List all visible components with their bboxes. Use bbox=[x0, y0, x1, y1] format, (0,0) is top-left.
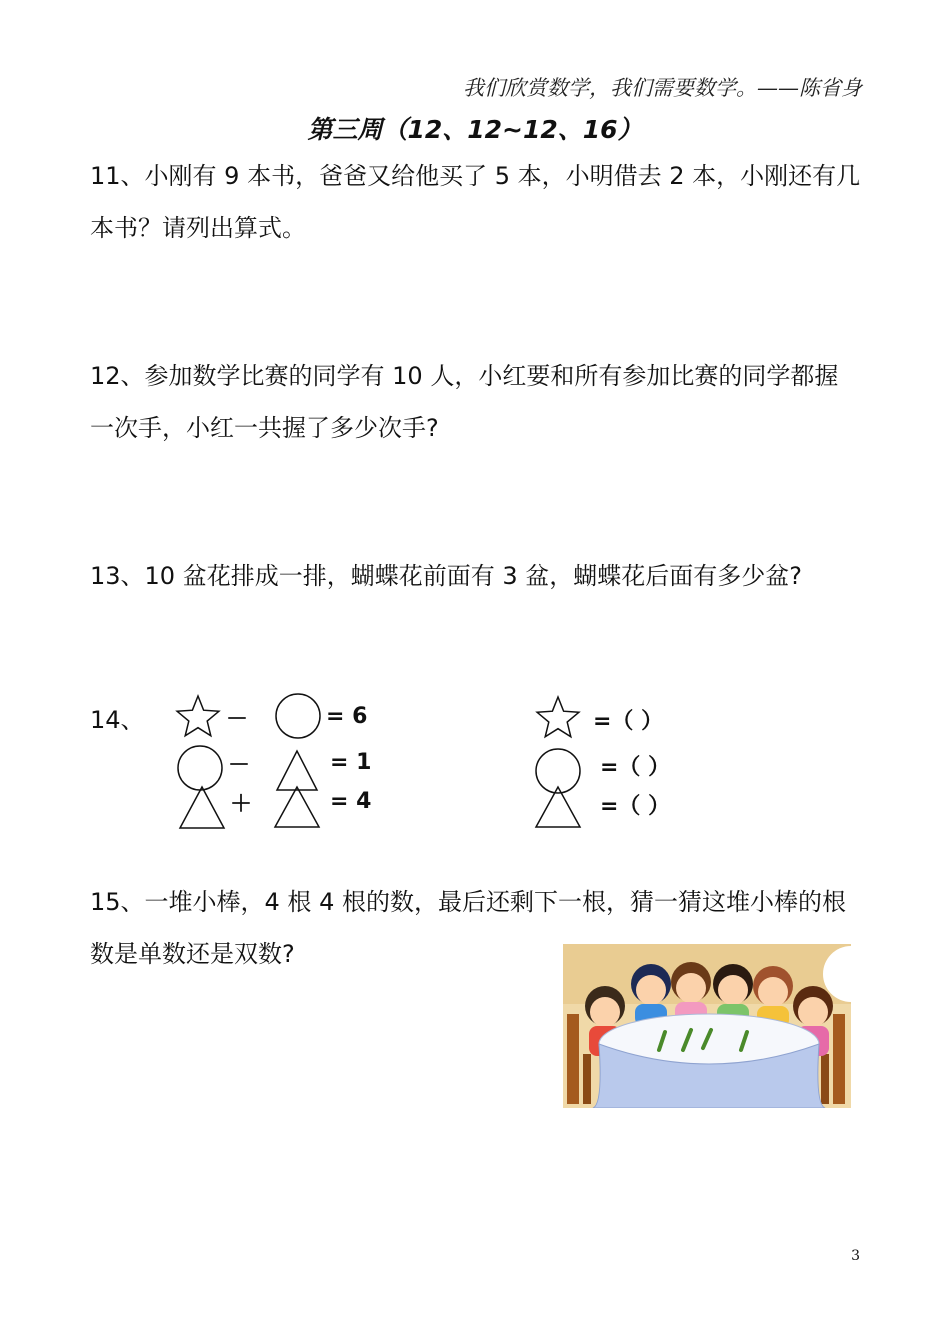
page-number: 3 bbox=[851, 1248, 860, 1264]
circle-icon bbox=[276, 694, 320, 738]
star-icon bbox=[537, 697, 579, 737]
eq2-operator: － bbox=[228, 753, 251, 778]
header-motto: 我们欣赏数学，我们需要数学。——陈省身 bbox=[463, 76, 862, 100]
question-11-line-2: 本书？请列出算式。 bbox=[90, 214, 306, 242]
star-icon bbox=[177, 696, 219, 736]
triangle-icon bbox=[275, 787, 319, 827]
question-14-number: 14、 bbox=[90, 706, 145, 734]
answer-circle: =（ ） bbox=[600, 755, 671, 780]
page-title: 第三周（12、12~12、16） bbox=[307, 115, 643, 144]
answer-star: =（ ） bbox=[593, 709, 664, 734]
question-11-line-1: 11、小刚有 9 本书，爸爸又给他买了 5 本，小明借去 2 本，小刚还有几 bbox=[90, 162, 861, 190]
triangle-icon bbox=[277, 751, 317, 790]
question-15-line-2: 数是单数还是双数? bbox=[90, 940, 295, 968]
circle-icon bbox=[178, 746, 222, 790]
eq1-result: = 6 bbox=[326, 704, 368, 729]
question-15-line-1: 15、一堆小棒，4 根 4 根的数，最后还剩下一根，猜一猜这堆小棒的根 bbox=[90, 888, 846, 916]
eq1-operator: － bbox=[226, 707, 249, 732]
eq2-result: = 1 bbox=[330, 750, 372, 775]
triangle-icon bbox=[180, 787, 224, 828]
question-13-line-1: 13、10 盆花排成一排，蝴蝶花前面有 3 盆，蝴蝶花后面有多少盆? bbox=[90, 562, 802, 590]
answer-triangle: =（ ） bbox=[600, 794, 671, 819]
question-12-line-1: 12、参加数学比赛的同学有 10 人，小红要和所有参加比赛的同学都握 bbox=[90, 362, 839, 390]
children-counting-sticks-illustration bbox=[563, 944, 851, 1108]
question-12-line-2: 一次手，小红一共握了多少次手? bbox=[90, 414, 439, 442]
eq3-result: = 4 bbox=[330, 789, 372, 814]
eq3-operator: ＋ bbox=[230, 792, 253, 817]
